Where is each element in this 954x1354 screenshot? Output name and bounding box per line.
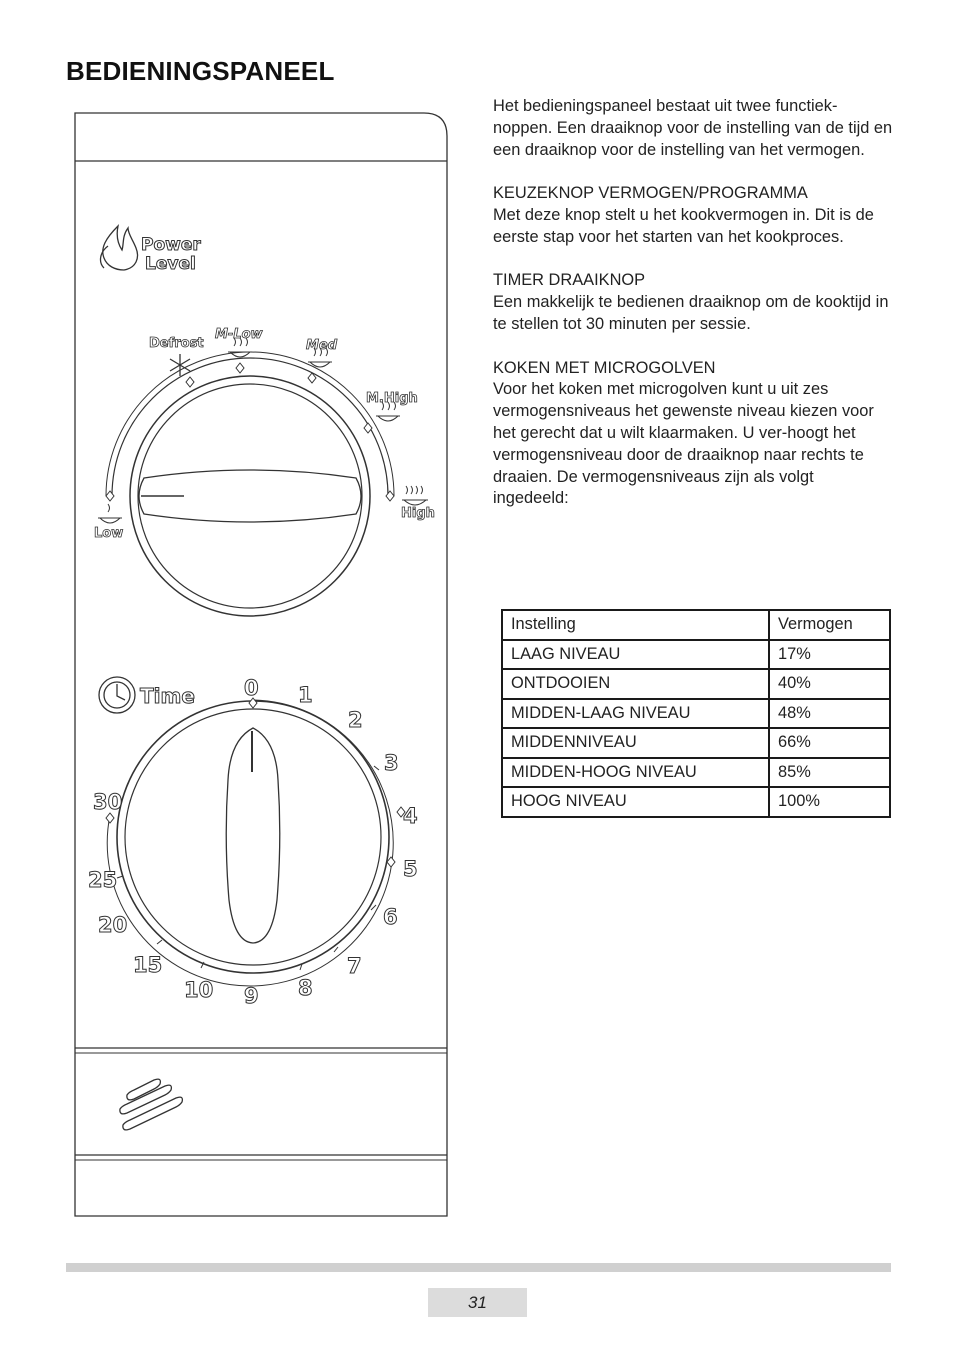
- power-setting-low: Low: [94, 526, 124, 541]
- power-setting-m-high: M.High: [366, 391, 418, 406]
- timer-mark-7: 7: [347, 954, 362, 978]
- timer-mark-1: 1: [298, 683, 313, 707]
- timer-mark-5: 5: [403, 857, 418, 881]
- table-cell: 40%: [769, 669, 890, 699]
- timer-mark-9: 9: [244, 984, 259, 1008]
- door-release-stripes-icon: [120, 1079, 183, 1130]
- timer-mark-4: 4: [403, 804, 418, 828]
- power-setting-med: Med: [306, 338, 338, 353]
- section-power-knob: [493, 183, 893, 248]
- power-setting-high: High: [401, 506, 435, 521]
- table-cell: MIDDEN-LAAG NIVEAU: [502, 699, 769, 729]
- timer-mark-2: 2: [348, 708, 363, 732]
- table-cell: 100%: [769, 787, 890, 817]
- page-number: 31: [428, 1288, 527, 1317]
- timer-mark-6: 6: [383, 905, 398, 929]
- section-heading: KOKEN MET MICROGOLVEN: [493, 358, 716, 377]
- table-header-row: [502, 610, 890, 640]
- table-cell: 17%: [769, 640, 890, 670]
- power-level-knob: [106, 352, 394, 616]
- timer-mark-0: 0: [244, 676, 259, 700]
- section-body: Een makkelijk te bedienen draaiknop om de kooktijd in te stellen tot 30 minuten per sessie.: [493, 293, 889, 333]
- table-cell: MIDDEN-HOOG NIVEAU: [502, 758, 769, 788]
- power-setting-defrost: Defrost: [149, 336, 204, 351]
- table-row: [502, 669, 890, 699]
- table-row: [502, 787, 890, 817]
- table-row: [502, 640, 890, 670]
- timer-mark-8: 8: [298, 976, 313, 1000]
- table-cell: 85%: [769, 758, 890, 788]
- table-row: [502, 699, 890, 729]
- footer-divider: [66, 1263, 891, 1272]
- table-cell: 66%: [769, 728, 890, 758]
- power-label-line2: Level: [145, 254, 196, 274]
- panel-outline: [75, 113, 447, 1216]
- timer-knob: [106, 698, 405, 986]
- body-text: [493, 96, 893, 532]
- page-title: BEDIENINGSPANEEL: [66, 56, 335, 86]
- table-row: [502, 758, 890, 788]
- section-heading: KEUZEKNOP VERMOGEN/PROGRAMMA: [493, 184, 808, 203]
- clock-icon: [99, 677, 135, 713]
- table-cell: MIDDENNIVEAU: [502, 728, 769, 758]
- section-heading: TIMER DRAAIKNOP: [493, 271, 646, 290]
- power-setting-m-low: M-Low: [215, 327, 263, 342]
- time-label: Time: [140, 684, 195, 708]
- timer-mark-30: 30: [93, 790, 123, 814]
- table-header-cell: Vermogen: [769, 610, 890, 640]
- table-row: [502, 728, 890, 758]
- power-label-line1: Power: [141, 235, 201, 255]
- timer-mark-25: 25: [88, 868, 118, 892]
- table-cell: ONTDOOIEN: [502, 669, 769, 699]
- timer-mark-15: 15: [133, 953, 163, 977]
- table-header-cell: Instelling: [502, 610, 769, 640]
- table-cell: LAAG NIVEAU: [502, 640, 769, 670]
- table-cell: HOOG NIVEAU: [502, 787, 769, 817]
- power-levels-table: [501, 609, 891, 818]
- table-cell: 48%: [769, 699, 890, 729]
- timer-mark-20: 20: [98, 913, 128, 937]
- flame-icon: [101, 226, 138, 270]
- timer-mark-3: 3: [384, 751, 399, 775]
- section-timer-knob: [493, 270, 893, 335]
- section-body: Met deze knop stelt u het kookvermogen in. Dit is de eerste stap voor het starten van het kookproces.: [493, 205, 874, 246]
- intro-paragraph: Het bedieningspaneel bestaat uit twee functiek-noppen. Een draaiknop voor de instelling van de tijd en een draaiknop voor de instelling van het vermogen.: [493, 97, 893, 159]
- section-body: Voor het koken met microgolven kunt u uit zes vermogensniveaus het gewenste niveau kiezen voor het gerecht dat u wilt klaarmaken. U ver-hoogt het vermogensniveau door de draaiknop naar rechts te draaien. De vermogensniveaus zijn als volgt ingedeeld:: [493, 380, 874, 508]
- section-microwave: [493, 358, 893, 511]
- timer-mark-10: 10: [184, 978, 214, 1002]
